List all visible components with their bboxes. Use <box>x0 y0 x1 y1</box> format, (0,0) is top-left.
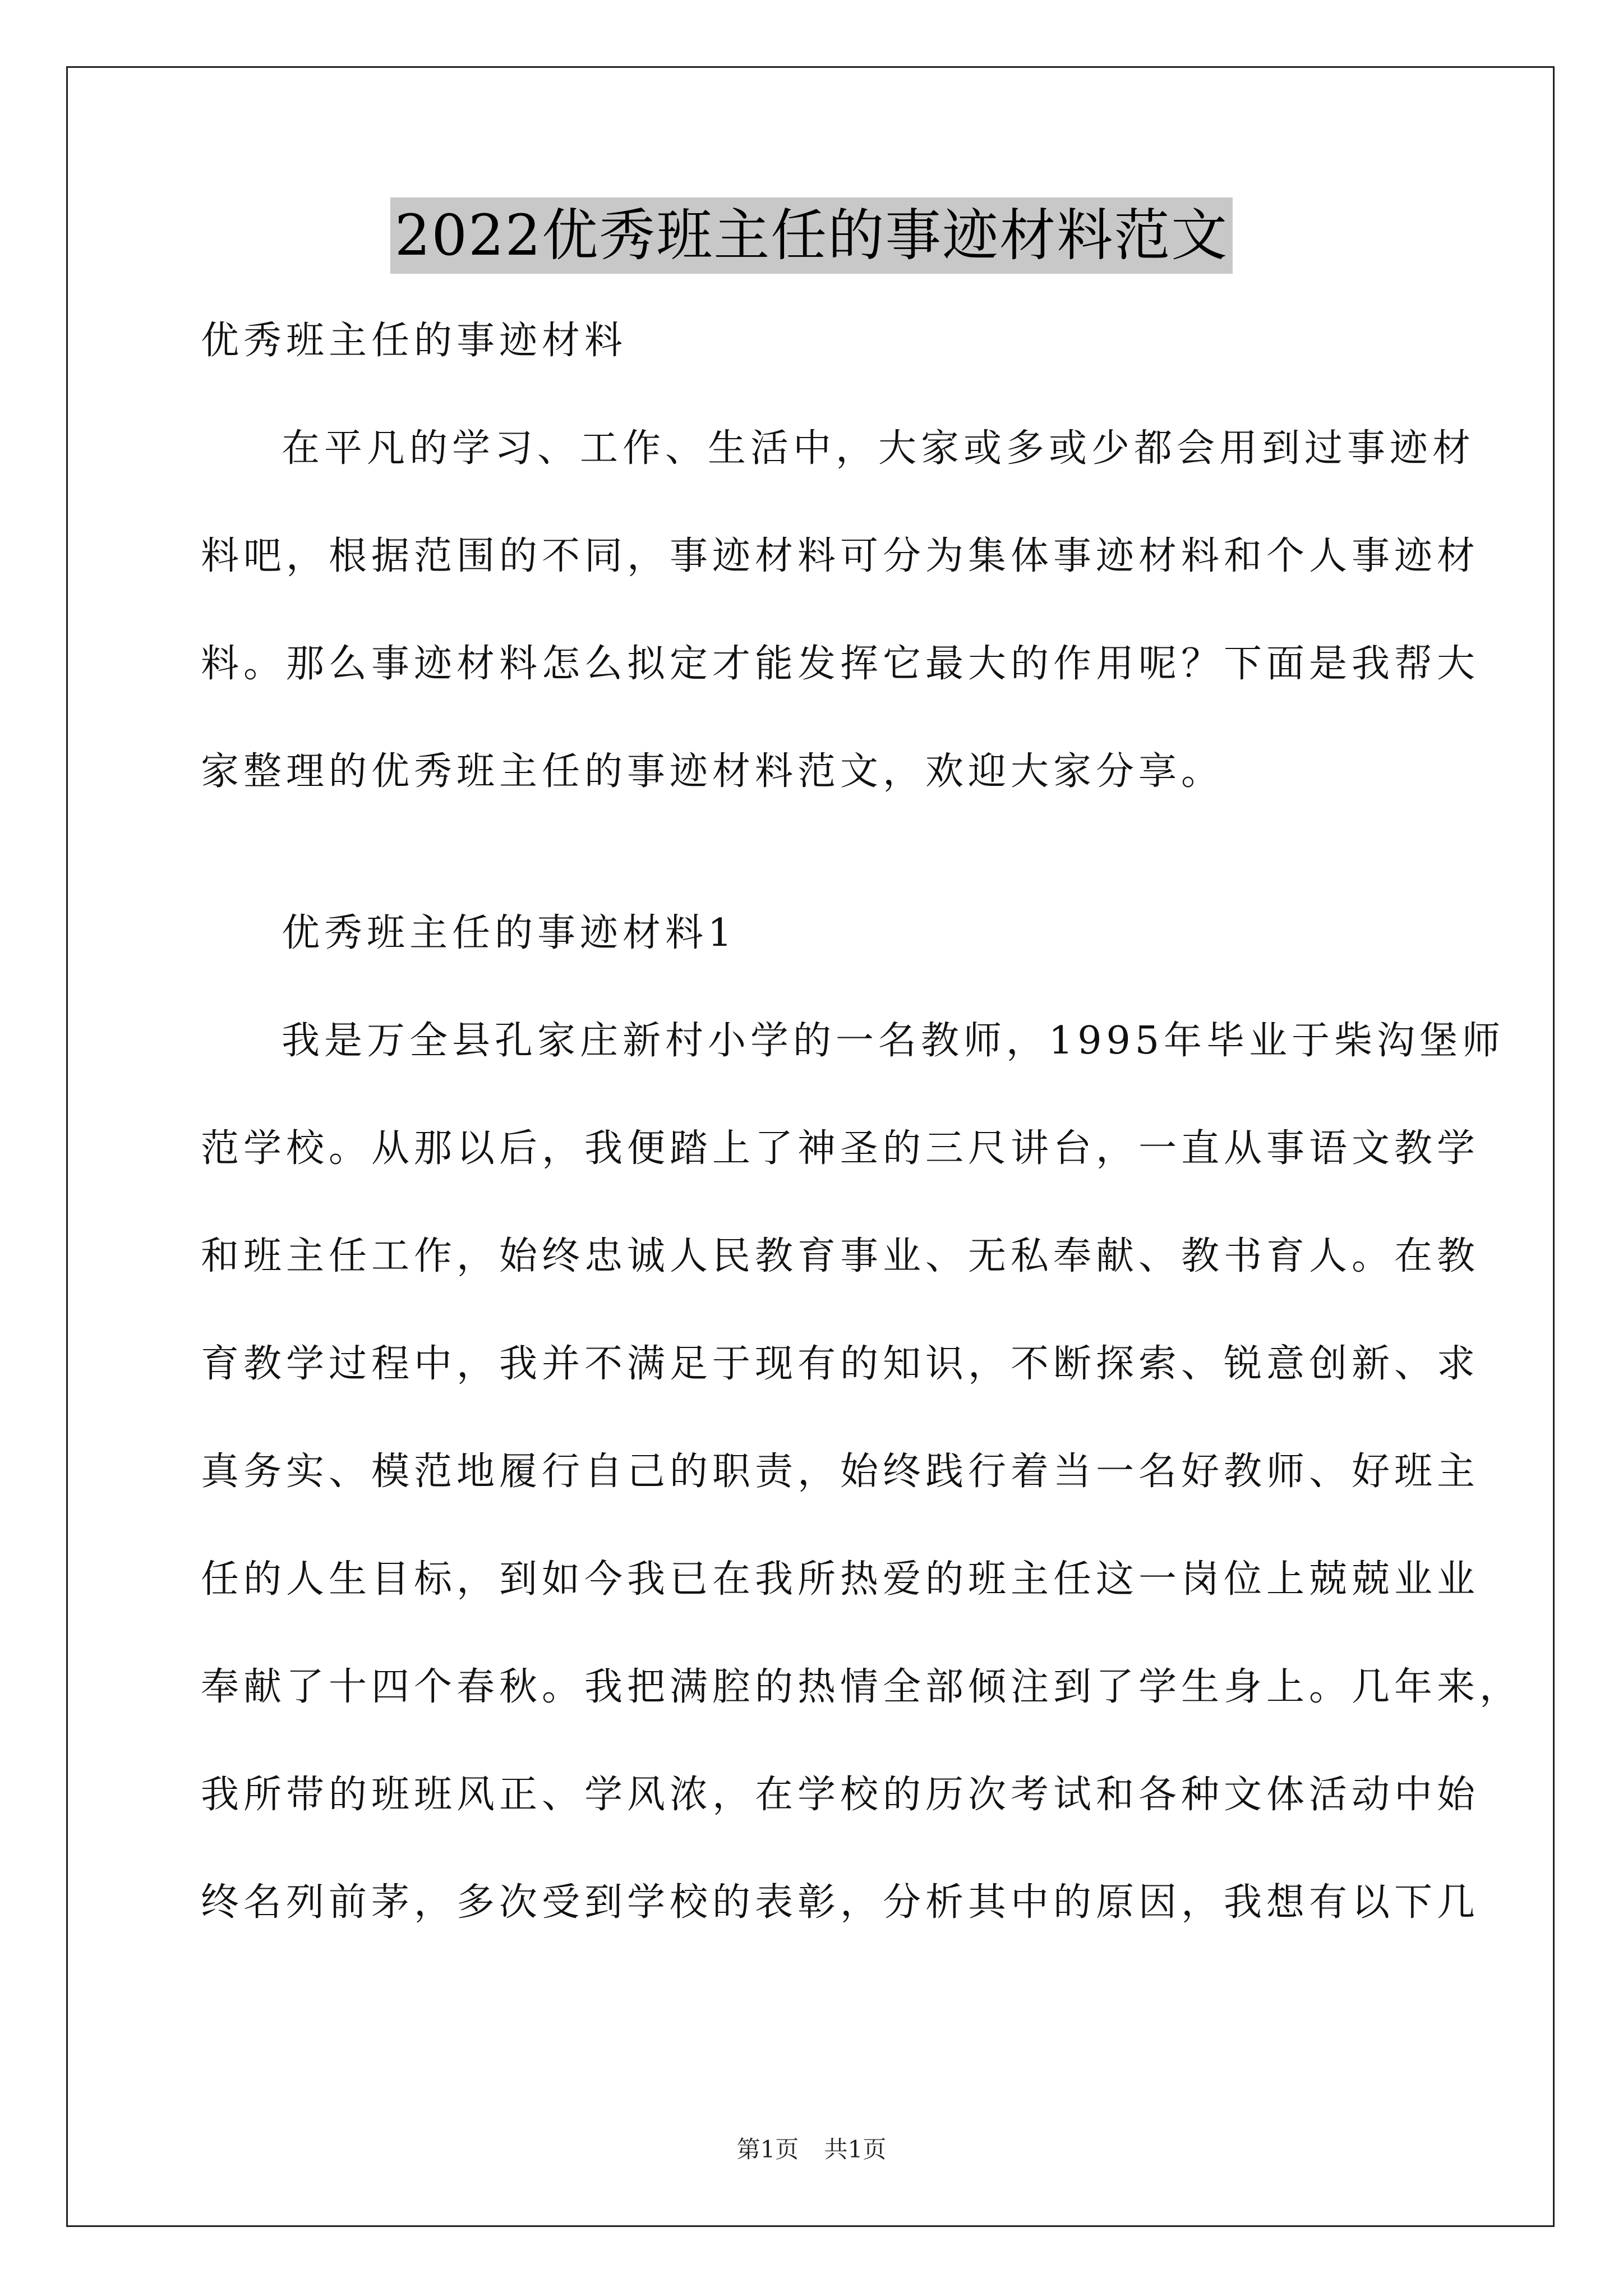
intro-paragraph <box>201 422 1480 799</box>
body-paragraph <box>201 1014 1523 1930</box>
body-line: 奉献了十四个春秋。我把满腔的热情全部倾注到了学生身上。几年来， <box>201 1665 1523 1709</box>
section-heading: 优秀班主任的事迹材料1 <box>282 911 737 955</box>
document-body <box>201 314 1523 1930</box>
page-total: 共1页 <box>824 2136 887 2163</box>
body-line: 范学校。从那以后，我便踏上了神圣的三尺讲台，一直从事语文教学 <box>201 1126 1480 1171</box>
body-line: 育教学过程中，我并不满足于现有的知识，不断探索、锐意创新、求 <box>201 1342 1480 1386</box>
document-subtitle: 优秀班主任的事迹材料 <box>201 319 628 363</box>
section-spacer <box>201 799 1435 907</box>
intro-line: 在平凡的学习、工作、生活中，大家或多或少都会用到过事迹材 <box>282 426 1476 471</box>
intro-line: 料吧，根据范围的不同，事迹材料可分为集体事迹材料和个人事迹材 <box>201 534 1480 578</box>
document-title: 2022优秀班主任的事迹材料范文 <box>390 197 1233 274</box>
page-footer <box>0 2133 1623 2166</box>
body-line: 真务实、模范地履行自己的职责，始终践行着当一名好教师、好班主 <box>201 1450 1480 1494</box>
title-wrap <box>0 197 1623 274</box>
body-line: 我是万全县孔家庄新村小学的一名教师，1995年毕业于柴沟堡师 <box>282 1019 1505 1063</box>
body-line: 任的人生目标，到如今我已在我所热爱的班主任这一岗位上兢兢业业 <box>201 1557 1480 1602</box>
intro-line: 家整理的优秀班主任的事迹材料范文，欢迎大家分享。 <box>201 749 1224 794</box>
body-line: 终名列前茅，多次受到学校的表彰，分析其中的原因，我想有以下几 <box>201 1880 1480 1925</box>
intro-line: 料。那么事迹材料怎么拟定才能发挥它最大的作用呢？下面是我帮大 <box>201 642 1480 686</box>
body-line: 和班主任工作，始终忠诚人民教育事业、无私奉献、教书育人。在教 <box>201 1234 1480 1278</box>
page-number: 第1页 <box>736 2136 799 2163</box>
body-line: 我所带的班班风正、学风浓，在学校的历次考试和各种文体活动中始 <box>201 1773 1480 1817</box>
